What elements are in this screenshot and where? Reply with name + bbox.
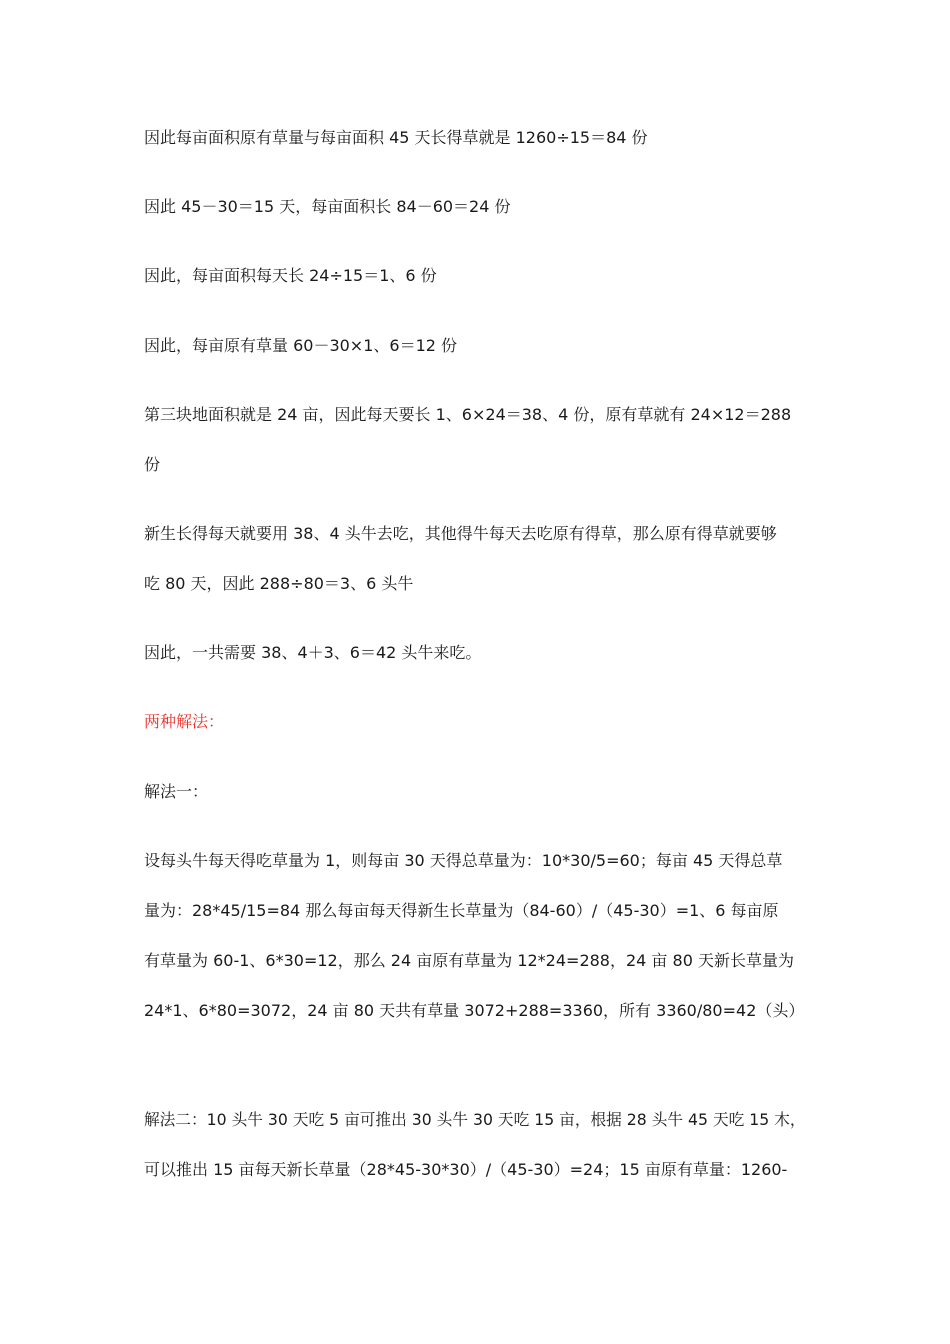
text-line: 吃 80 天，因此 288÷80＝3、6 头牛 — [144, 574, 414, 593]
text-line: 因此，每亩面积每天长 24÷15＝1、6 份 — [144, 266, 437, 285]
text-line: 24*1、6*80=3072，24 亩 80 天共有草量 3072+288=3360，所有 3360/80=42（头） — [144, 1001, 805, 1020]
text-line: 因此 45－30＝15 天，每亩面积长 84－60＝24 份 — [144, 197, 511, 216]
text-line: 解法二：10 头牛 30 天吃 5 亩可推出 30 头牛 30 天吃 15 亩，根据 28 头牛 45 天吃 15 木， — [144, 1110, 806, 1129]
text-line: 新生长得每天就要用 38、4 头牛去吃，其他得牛每天去吃原有得草，那么原有得草就要够 — [144, 524, 777, 543]
text-line: 设每头牛每天得吃草量为 1，则每亩 30 天得总草量为：10*30/5=60；每亩 45 天得总草 — [144, 851, 783, 870]
text-line: 因此，每亩原有草量 60－30×1、6＝12 份 — [144, 336, 458, 355]
text-line: 解法一： — [144, 782, 209, 801]
section-heading: 两种解法： — [144, 712, 225, 731]
text-line: 可以推出 15 亩每天新长草量（28*45-30*30）/（45-30）=24；15 亩原有草量：1260- — [144, 1160, 788, 1179]
text-line: 第三块地面积就是 24 亩，因此每天要长 1、6×24＝38、4 份，原有草就有 24×12＝288 — [144, 405, 792, 424]
text-line: 量为：28*45/15=84 那么每亩每天得新生长草量为（84-60）/（45-30）=1、6 每亩原 — [144, 901, 779, 920]
text-line: 份 — [144, 455, 161, 474]
text-line: 因此每亩面积原有草量与每亩面积 45 天长得草就是 1260÷15＝84 份 — [144, 128, 648, 147]
text-line: 有草量为 60-1、6*30=12，那么 24 亩原有草量为 12*24=288，24 亩 80 天新长草量为 — [144, 951, 794, 970]
text-line: 因此，一共需要 38、4＋3、6＝42 头牛来吃。 — [144, 643, 482, 662]
